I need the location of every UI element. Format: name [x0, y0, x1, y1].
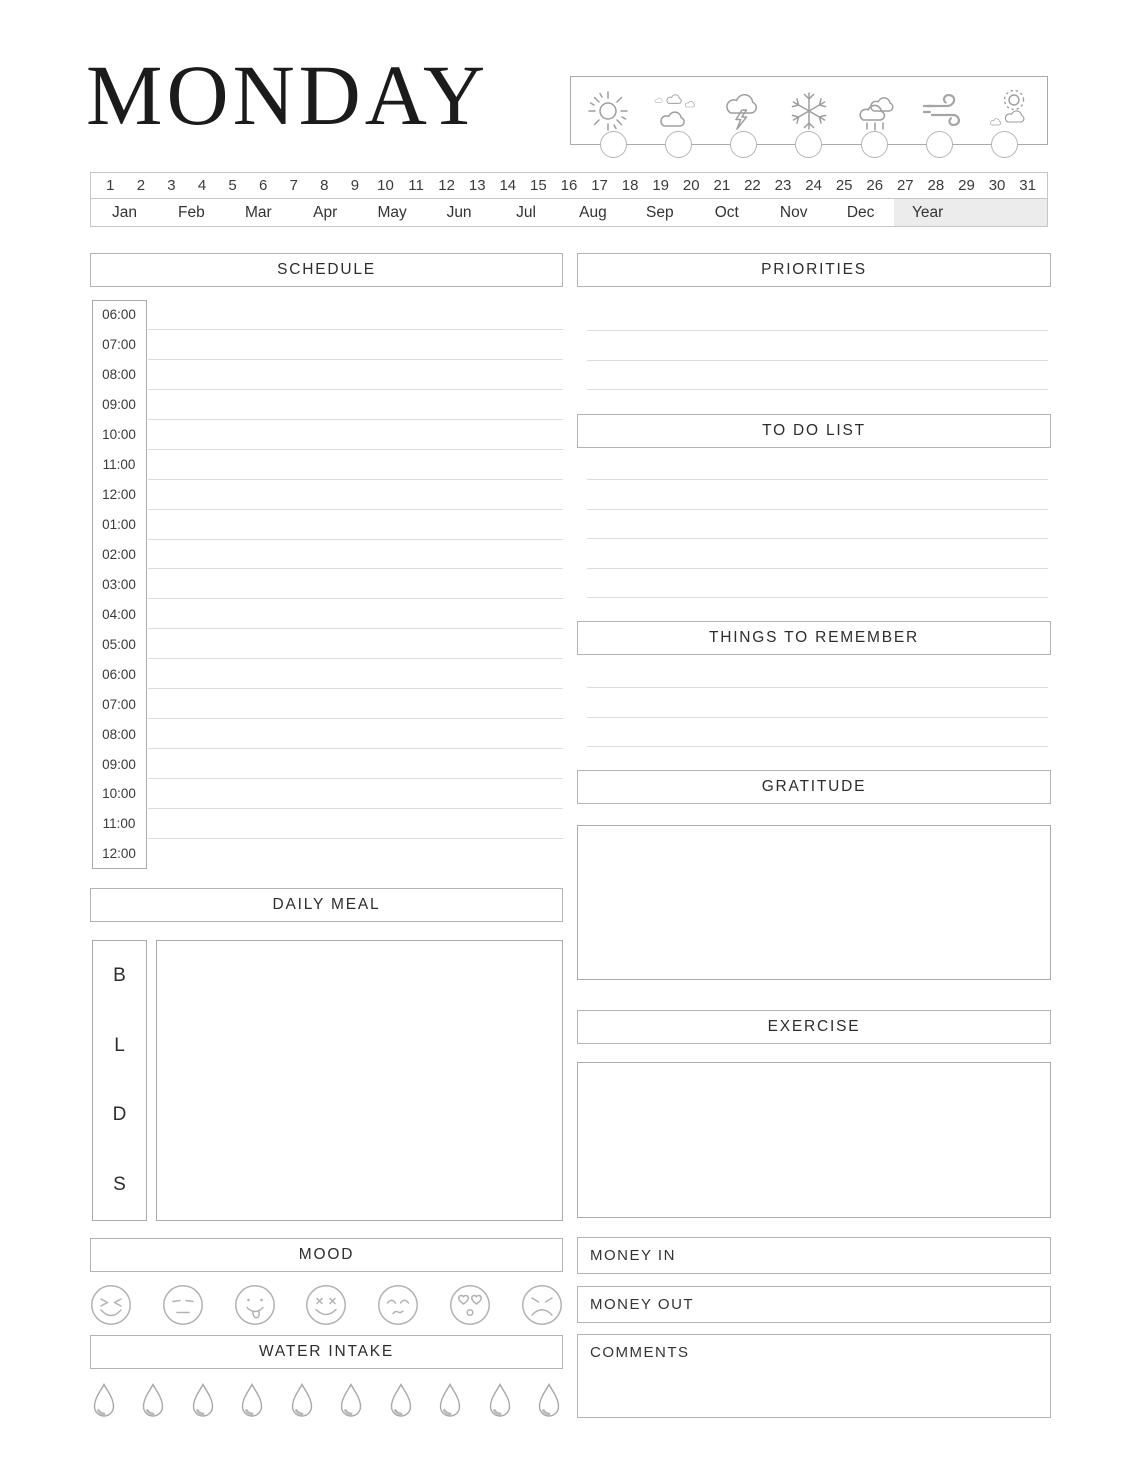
- day-cell[interactable]: 16: [560, 177, 578, 194]
- exercise-header: EXERCISE: [577, 1010, 1051, 1044]
- day-cell[interactable]: 19: [652, 177, 670, 194]
- month-cells: [91, 199, 894, 226]
- schedule-row: [90, 779, 563, 809]
- mood-tongue-out-icon[interactable]: [234, 1284, 276, 1326]
- water-drop-icon[interactable]: [486, 1382, 514, 1422]
- schedule-row: [90, 540, 563, 570]
- water-drop-icon[interactable]: [139, 1382, 167, 1422]
- mood-laughing-icon[interactable]: [90, 1284, 132, 1326]
- schedule-row: [90, 420, 563, 450]
- day-cell[interactable]: 6: [259, 177, 268, 194]
- money-out-label: MONEY OUT: [590, 1296, 695, 1313]
- remember-entry-line[interactable]: [587, 688, 1048, 717]
- mood-face-row: [90, 1284, 563, 1326]
- day-cell[interactable]: 31: [1019, 177, 1036, 194]
- schedule-row: [90, 689, 563, 719]
- rain-icon: [853, 88, 899, 134]
- remember-entry-line[interactable]: [587, 718, 1048, 747]
- day-cell[interactable]: 24: [805, 177, 822, 194]
- schedule-entry-line[interactable]: [148, 510, 563, 540]
- mood-angry-icon[interactable]: [521, 1284, 563, 1326]
- gratitude-entry-box[interactable]: [577, 825, 1051, 980]
- todo-header: TO DO LIST: [577, 414, 1051, 448]
- weather-select-circle[interactable]: [795, 131, 822, 158]
- schedule-time-label: 09:00: [102, 397, 136, 413]
- schedule-entry-line[interactable]: [148, 809, 563, 839]
- month-cell[interactable]: Aug: [579, 203, 607, 221]
- month-cell[interactable]: Jan: [111, 203, 137, 221]
- water-drop-icon[interactable]: [189, 1382, 217, 1422]
- month-cell[interactable]: Jun: [446, 203, 472, 221]
- todo-entry-line[interactable]: [587, 569, 1048, 598]
- schedule-entry-line[interactable]: [148, 330, 563, 360]
- schedule-header: SCHEDULE: [90, 253, 563, 287]
- day-cell[interactable]: 11: [408, 177, 424, 194]
- schedule-row: [90, 839, 563, 869]
- day-cell[interactable]: 18: [621, 177, 639, 194]
- day-cell[interactable]: 20: [682, 177, 700, 194]
- schedule-row: [90, 330, 563, 360]
- month-cell[interactable]: Dec: [846, 203, 875, 221]
- schedule-time-label: 07:00: [102, 696, 136, 712]
- month-cell[interactable]: Sep: [646, 203, 674, 221]
- remember-lines: [577, 659, 1051, 747]
- day-cell[interactable]: 17: [591, 177, 608, 194]
- schedule-time-label: 12:00: [102, 487, 136, 503]
- schedule-time-label: 12:00: [102, 846, 136, 862]
- priorities-entry-line[interactable]: [587, 302, 1048, 331]
- schedule-entry-line[interactable]: [148, 839, 563, 869]
- day-cell[interactable]: 3: [167, 177, 176, 194]
- day-cell[interactable]: 1: [106, 177, 115, 194]
- thunderstorm-icon: [719, 88, 765, 134]
- schedule-row: [90, 599, 563, 629]
- schedule-row: [90, 360, 563, 390]
- priorities-lines: [577, 302, 1051, 390]
- day-cell[interactable]: 13: [468, 177, 486, 194]
- schedule-time-label: 07:00: [102, 337, 136, 353]
- month-cell[interactable]: Apr: [313, 203, 338, 221]
- day-cell[interactable]: 25: [835, 177, 853, 194]
- day-cell[interactable]: 29: [958, 177, 975, 194]
- day-cell[interactable]: 27: [896, 177, 914, 194]
- schedule-time-label: 06:00: [102, 307, 136, 323]
- money-out-box[interactable]: [577, 1286, 1051, 1323]
- schedule-entry-line[interactable]: [148, 569, 563, 599]
- schedule-entry-line[interactable]: [148, 719, 563, 749]
- day-cell[interactable]: 30: [988, 177, 1006, 194]
- schedule-time-label: 08:00: [102, 367, 136, 383]
- day-cell[interactable]: 26: [866, 177, 884, 194]
- schedule-entry-line[interactable]: [148, 779, 563, 809]
- water-header: WATER INTAKE: [90, 1335, 563, 1369]
- meal-letter-column: [92, 940, 147, 1221]
- schedule-time-label: 09:00: [102, 756, 136, 772]
- schedule-row: [90, 510, 563, 540]
- day-cell[interactable]: 2: [136, 177, 146, 194]
- todo-lines: [577, 451, 1051, 598]
- schedule-rows: [90, 300, 563, 869]
- day-cell[interactable]: 4: [197, 177, 207, 194]
- schedule-row: [90, 300, 563, 330]
- remember-header: THINGS TO REMEMBER: [577, 621, 1051, 655]
- day-cell[interactable]: 8: [320, 177, 329, 194]
- schedule-row: [90, 659, 563, 689]
- schedule-row: [90, 749, 563, 779]
- schedule-time-label: 04:00: [102, 606, 136, 622]
- priorities-header: PRIORITIES: [577, 253, 1051, 287]
- schedule-row: [90, 719, 563, 749]
- weather-select-row: [571, 131, 1047, 158]
- schedule-row: [90, 390, 563, 420]
- schedule-row: [90, 480, 563, 510]
- sun-icon: [585, 88, 631, 134]
- schedule-entry-line[interactable]: [148, 450, 563, 480]
- day-cell[interactable]: 10: [377, 177, 394, 194]
- water-drop-icon[interactable]: [238, 1382, 266, 1422]
- day-cell[interactable]: 15: [530, 177, 547, 194]
- money-in-label: MONEY IN: [590, 1247, 676, 1264]
- year-cell[interactable]: Year: [894, 199, 1047, 226]
- weather-select-circle[interactable]: [926, 131, 953, 158]
- schedule-time-label: 08:00: [102, 726, 136, 742]
- schedule-row: [90, 450, 563, 480]
- schedule-entry-line[interactable]: [148, 629, 563, 659]
- day-cell[interactable]: 14: [499, 177, 517, 194]
- meal-letter: D: [112, 1104, 127, 1126]
- mood-x-eyes-icon[interactable]: [305, 1284, 347, 1326]
- day-cell[interactable]: 12: [438, 177, 455, 194]
- schedule-time-label: 06:00: [102, 666, 136, 682]
- water-drop-icon[interactable]: [436, 1382, 464, 1422]
- month-cell[interactable]: Mar: [244, 203, 272, 221]
- mood-header: MOOD: [90, 1238, 563, 1272]
- schedule-row: [90, 629, 563, 659]
- schedule-entry-line[interactable]: [148, 480, 563, 510]
- weather-select-circle[interactable]: [861, 131, 888, 158]
- todo-entry-line[interactable]: [587, 480, 1048, 509]
- todo-entry-line[interactable]: [587, 510, 1048, 539]
- schedule-time-label: 10:00: [102, 427, 136, 443]
- weather-tracker: [570, 76, 1048, 145]
- schedule-entry-line[interactable]: [148, 599, 563, 629]
- schedule-row: [90, 809, 563, 839]
- day-cell[interactable]: 9: [350, 177, 360, 194]
- month-cell[interactable]: May: [377, 203, 407, 221]
- todo-entry-line[interactable]: [587, 539, 1048, 568]
- schedule-entry-line[interactable]: [148, 390, 563, 420]
- schedule-entry-line[interactable]: [148, 420, 563, 450]
- weather-select-circle[interactable]: [665, 131, 692, 158]
- schedule-time-label: 05:00: [102, 636, 136, 652]
- day-cell[interactable]: 21: [713, 177, 731, 194]
- schedule-time-label: 11:00: [102, 457, 136, 473]
- month-row: [91, 199, 1047, 226]
- schedule-time-label: 01:00: [102, 517, 136, 533]
- exercise-entry-box[interactable]: [577, 1062, 1051, 1218]
- mood-heart-eyes-icon[interactable]: [449, 1284, 491, 1326]
- mood-worried-icon[interactable]: [377, 1284, 419, 1326]
- priorities-entry-line[interactable]: [587, 331, 1048, 360]
- meal-entry-box[interactable]: [156, 940, 563, 1221]
- water-drop-icon[interactable]: [387, 1382, 415, 1422]
- weather-select-circle[interactable]: [600, 131, 627, 158]
- schedule-entry-line[interactable]: [148, 689, 563, 719]
- water-drop-row: [90, 1382, 563, 1422]
- schedule-entry-line[interactable]: [148, 749, 563, 779]
- mood-neutral-icon[interactable]: [162, 1284, 204, 1326]
- schedule-entry-line[interactable]: [148, 540, 563, 570]
- water-drop-icon[interactable]: [288, 1382, 316, 1422]
- comments-box[interactable]: [577, 1334, 1051, 1418]
- month-cell[interactable]: Oct: [714, 203, 739, 221]
- meal-letter: S: [113, 1174, 126, 1196]
- schedule-time-label: 02:00: [102, 546, 136, 562]
- calendar-strip: [90, 172, 1048, 227]
- month-cell[interactable]: Feb: [178, 203, 205, 221]
- day-cell[interactable]: 7: [289, 177, 298, 194]
- priorities-entry-line[interactable]: [587, 361, 1048, 390]
- schedule-entry-line[interactable]: [148, 360, 563, 390]
- weather-select-circle[interactable]: [991, 131, 1018, 158]
- day-cell[interactable]: 28: [927, 177, 945, 194]
- gratitude-header: GRATITUDE: [577, 770, 1051, 804]
- water-drop-icon[interactable]: [90, 1382, 118, 1422]
- schedule-time-label: 11:00: [102, 816, 136, 832]
- weather-select-circle[interactable]: [730, 131, 757, 158]
- todo-entry-line[interactable]: [587, 451, 1048, 480]
- wind-icon: [920, 88, 966, 134]
- comments-label: COMMENTS: [590, 1344, 690, 1361]
- day-cell[interactable]: 22: [744, 177, 761, 194]
- day-cell[interactable]: 23: [774, 177, 792, 194]
- schedule-entry-line[interactable]: [148, 300, 563, 330]
- schedule-grid: [90, 300, 563, 869]
- daily-meal-header: DAILY MEAL: [90, 888, 563, 922]
- sun-behind-cloud-icon: [986, 88, 1032, 134]
- money-in-box[interactable]: [577, 1237, 1051, 1274]
- snowflake-icon: [786, 88, 832, 134]
- schedule-time-label: 03:00: [102, 576, 136, 592]
- meal-letter: B: [113, 964, 126, 986]
- schedule-row: [90, 569, 563, 599]
- month-cell[interactable]: Nov: [779, 203, 808, 221]
- page-title: MONDAY: [86, 47, 490, 143]
- day-cell[interactable]: 5: [228, 177, 237, 194]
- water-drop-icon[interactable]: [535, 1382, 563, 1422]
- meal-letter: L: [114, 1034, 125, 1056]
- remember-entry-line[interactable]: [587, 659, 1048, 688]
- day-number-row: [91, 173, 1047, 199]
- schedule-time-label: 10:00: [102, 786, 136, 802]
- clouds-icon: [652, 88, 698, 134]
- water-drop-icon[interactable]: [337, 1382, 365, 1422]
- schedule-entry-line[interactable]: [148, 659, 563, 689]
- month-cell[interactable]: Jul: [516, 203, 536, 221]
